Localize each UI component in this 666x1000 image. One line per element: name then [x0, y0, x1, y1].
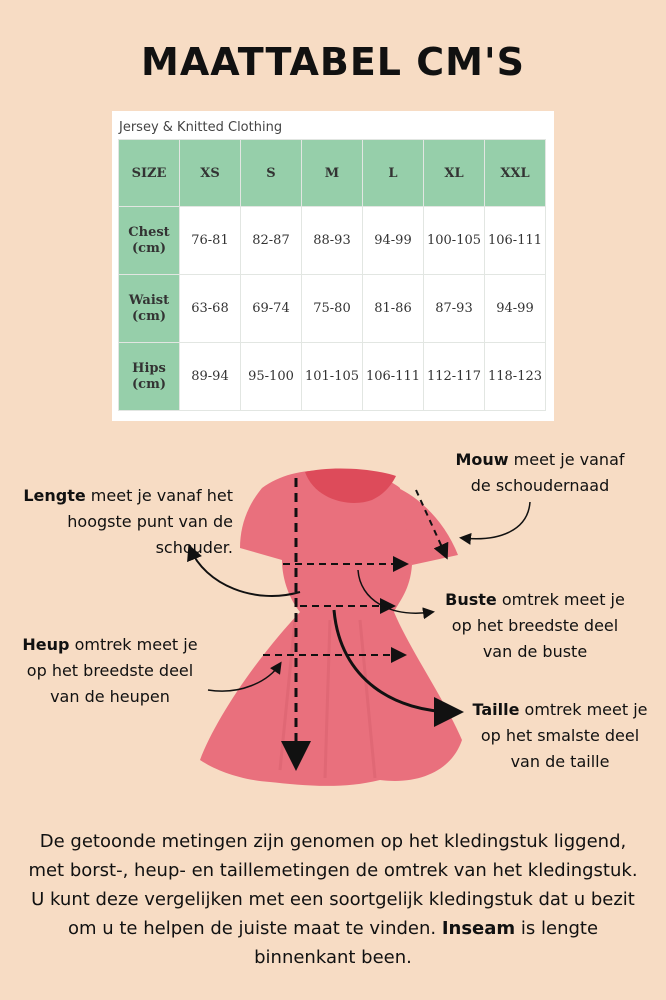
header-m: M: [302, 140, 363, 207]
table-header-row: [119, 140, 546, 207]
table-cell: 76-81: [180, 207, 241, 275]
lengte-label: Lengte meet je vanaf het hoogste punt van de schouder.: [23, 486, 233, 557]
buste-label: Buste omtrek meet je op het breedste deel van de buste: [445, 590, 625, 661]
header-size: SIZE: [119, 140, 180, 207]
table-cell: 106-111: [363, 343, 424, 411]
mouw-pointer-arrow: [462, 502, 530, 539]
table-cell: 87-93: [424, 275, 485, 343]
table-cell: 88-93: [302, 207, 363, 275]
table-cell: 118-123: [485, 343, 546, 411]
header-xxl: XXL: [485, 140, 546, 207]
page-title: MAATTABEL CM'S: [141, 40, 525, 84]
row-label-hips: Hips (cm): [119, 343, 180, 411]
table-cell: 94-99: [363, 207, 424, 275]
heup-label: Heup omtrek meet je op het breedste deel van de heupen: [22, 635, 198, 706]
table-row: [119, 343, 546, 411]
header-xs: XS: [180, 140, 241, 207]
table-cell: 89-94: [180, 343, 241, 411]
table-cell: 81-86: [363, 275, 424, 343]
taille-label: Taille omtrek meet je op het smalste deel van de taille: [472, 700, 648, 771]
table-cell: 94-99: [485, 275, 546, 343]
row-label-waist: Waist (cm): [119, 275, 180, 343]
table-cell: 100-105: [424, 207, 485, 275]
table-cell: 75-80: [302, 275, 363, 343]
footer-note: De getoonde metingen zijn genomen op het kledingstuk liggend, met borst-, heup- en taillemetingen de omtrek van het kledingstuk. U kunt deze vergelijken met een soortgelijk kledingstuk dat u bezit om u te helpen de juiste maat te vinden. Inseam is lengte binnenkant been.: [28, 831, 638, 968]
table-cell: 69-74: [241, 275, 302, 343]
size-table-card: [112, 111, 554, 421]
table-cell: 82-87: [241, 207, 302, 275]
table-cell: 101-105: [302, 343, 363, 411]
table-cell: 112-117: [424, 343, 485, 411]
dress-skirt: [200, 612, 462, 786]
mouw-label: Mouw meet je vanaf de schoudernaad: [455, 450, 625, 495]
table-cell: 106-111: [485, 207, 546, 275]
table-cell: 95-100: [241, 343, 302, 411]
row-label-chest: Chest (cm): [119, 207, 180, 275]
size-table: [118, 139, 546, 411]
table-row: [119, 275, 546, 343]
table-row: [119, 207, 546, 275]
header-s: S: [241, 140, 302, 207]
header-xl: XL: [424, 140, 485, 207]
header-l: L: [363, 140, 424, 207]
table-caption: Jersey & Knitted Clothing: [119, 120, 283, 135]
table-cell: 63-68: [180, 275, 241, 343]
